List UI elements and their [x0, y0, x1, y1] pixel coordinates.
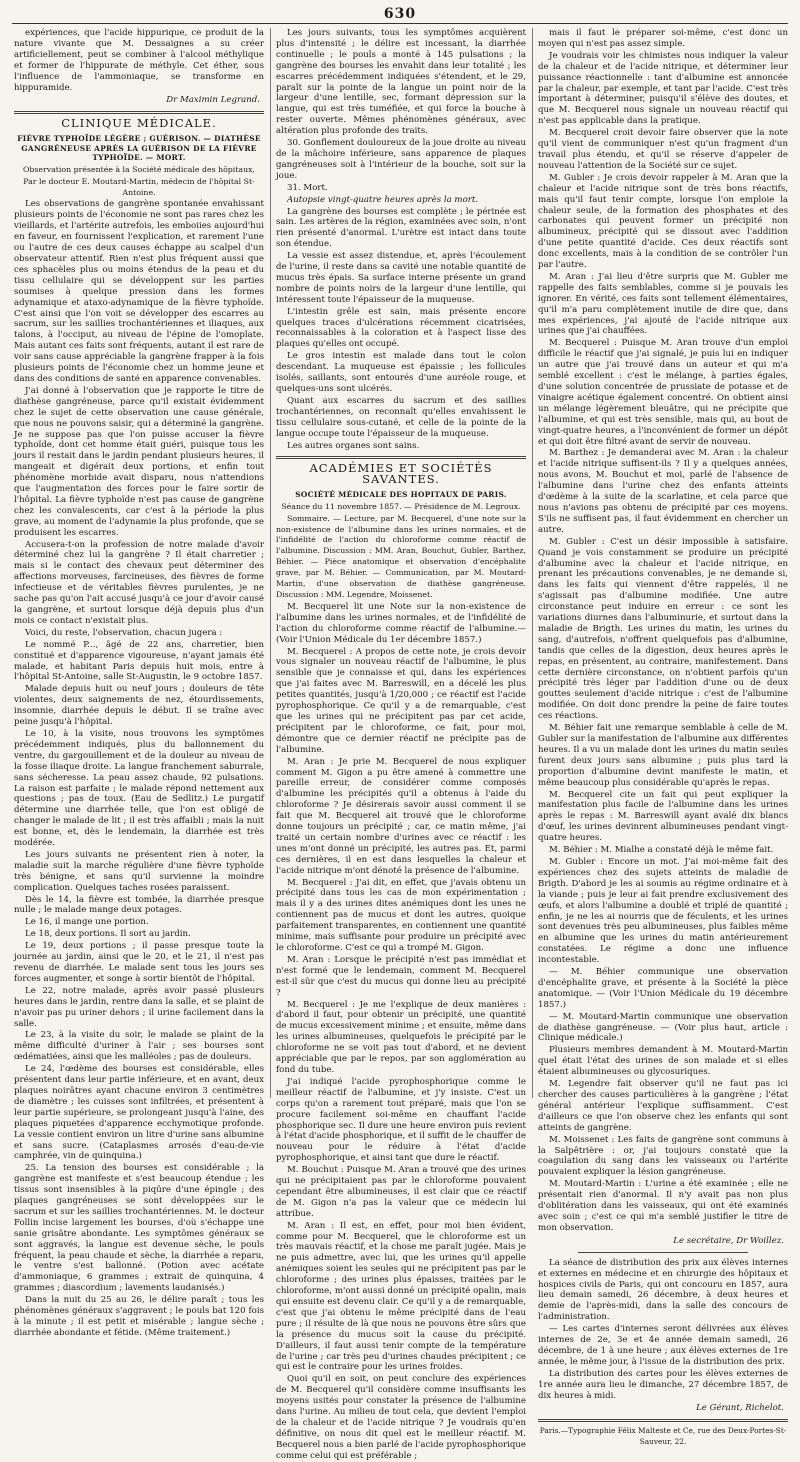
section-divider [276, 456, 526, 459]
paragraph: M. Moissenet : Les faits de gangrène sont communs à la Salpêtrière : or, j'ai toujours constaté que la coagulation du sang dans les vaisseaux ou l'artérite pouvaient expliquer la lésion gangréneuse. [538, 1134, 788, 1178]
section-title-academies: ACADÉMIES ET SOCIÉTÉS SAVANTES. [309, 461, 493, 487]
paragraph: Les jours suivants, tous les symptômes acquièrent plus d'intensité ; le délire est incessant, la diarrhée continuelle ; le pouls a monté à 145 pulsations ; la gangrène des bourses les envahit dans leur totalité ; les escarres précédemment indiquées s'étendent, et le 29, paraît sur la pointe de la langue un point noir de la largeur d'une lentille, sec, formant dépression sur la langue, qui est très tuméfiée, et qui force la bouche à rester ouverte. Mêmes phénomènes généraux, avec altération plus profonde des traits. [276, 28, 526, 137]
header-rule [12, 23, 788, 24]
paragraph: M. Legendre fait observer qu'il ne faut pas ici chercher des causes particulières à la gangrène ; l'état général antérieur l'explique suffisamment. C'est d'ailleurs ce que l'on observe chez les enfants qui sont atteints de gangrène. [538, 1079, 788, 1133]
intro-signature: Dr Maximin Legrand. [166, 95, 260, 106]
paragraph: — M. Béhier communique une observation d'encéphalite grave, et présente à la Société la pièce anatomique. — (Voir l'Union Médicale du 19 décembre 1857.) [538, 967, 788, 1010]
paragraph: M. Becquerel lit une Note sur la non-existence de l'albumine dans les urines normales, et de l'infidélité de l'action du chloroforme comme réactif de l'albumine.— (Voir l'Union Médicale du 1er décembre 1857.) [276, 601, 526, 645]
sommaire: Sommaire. — Lecture, par M. Becquerel, d'une note sur la non-existence de l'albumine dans les urines normales, et de l'infidélité de l'action du chloroforme comme réactif de l'albumine. Discussion : MM. Aran, Bouchut, Gubler, Barthez, Béhier. — Pièce anatomique et observation d'encéphalite grave, par M. Béhier. — Communication, par M. Moutard-Martin, d'une observation de diathèse gangréneuse. Discussion : MM. Legendre, Moissenet. [276, 513, 526, 599]
paragraph: Quoi qu'il en soit, on peut conclure des expériences de M. Becquerel qu'il considère comme insuffisants les moyens usités pour constater la présence de l'albumine dans l'urine. Au milieu de tout cela, que devient l'emploi de la chaleur et de l'acide nitrique ? Je voudrais qu'en définitive, on nous dit quel est le meilleur réactif. M. Becquerel nous a bien parlé de l'acide pyrophosphorique comme celui qui est préférable ; [276, 1374, 526, 1461]
footer-divider [538, 1419, 788, 1422]
paragraph: La distribution des cartes pour les élèves externes de 1re année aura lieu le dimanche, 27 décembre 1857, de dix heures à midi. [538, 1368, 788, 1401]
paragraph: La séance de distribution des prix aux élèves internes et externes en médecine et en chirurgie des hôpitaux et hospices civils de Paris, qui ont concouru en 1857, aura lieu demain samedi, 26 décembre, à deux heures et demie de l'après-midi, dans la salle des concours de l'administration. [538, 1257, 788, 1323]
paragraph: M. Becquerel : J'ai dit, en effet, que j'avais obtenu un précipité dans tous les cas de mon expérimentation ; mais il y a des urines dites anémiques dont les unes ne contiennent pas de mucus et dont les autres, quoique parfaitement transparentes, en contiennent une quantité minime, mais suffisante pour produire un précipité avec le chloroforme. C'est ce qui a trompé M. Gigon. [276, 877, 526, 953]
paragraph: M. Gubler : Je crois devoir rappeler à M. Aran que la chaleur et l'acide nitrique sont de très bons réactifs, mais qu'il faut tenir compte, lorsque l'on emploie la chaleur seule, de la formation des phosphates et des carbonates qui peuvent former un précipité non albumineux, précipité qui se dissout avec l'addition d'une petite quantité d'acide. Ces deux réactifs sont donc excellents, mais à la condition de se contrôler l'un par l'autre. [538, 172, 788, 271]
paragraph: M. Béhier fait une remarque semblable à celle de M. Gubler sur la manifestation de l'albumine aux différentes heures. Il a vu un malade dont les urines du matin seules furent deux jours sans albumine ; puis plus tard la proportion d'albumine devint manifeste le matin, et même beaucoup plus considérable qu'après le repas. [538, 723, 788, 788]
intro-paragraph: expériences, que l'acide hippurique, ce produit de la nature vivante que M. Dessaignes a su créer artificiellement, peut se combiner à l'alcool méthylique et former de l'hippurate de méthyle. Cet éther, sous l'influence de l'ammoniaque, se transforme en hippuramide. [14, 28, 264, 93]
secretary-signature: Le secrétaire, Dr Woillez. [673, 1235, 784, 1246]
paragraph: — M. Moutard-Martin communique une observation de diathèse gangréneuse. — (Voir plus haut, article : Clinique médicale.) [538, 1011, 788, 1044]
paragraph: 25. La tension des bourses est considérable ; la gangrène est manifeste et s'est beaucoup étendue ; les tissus sont insensibles à la piqûre d'une épingle ; des plaques gangréneuses se sont développées sur le sacrum et sur les saillies trochantériennes. M. le docteur Follin incise largement les bourses, d'où s'échappe une sanie grisâtre abondante. Les symptômes généraux se sont aggravés, la langue est devenue sèche, le pouls fréquent, la peau chaude et sèche, la diarrhée a reparu, le ventre s'est ballonné. (Potion avec acétate d'ammoniaque, 6 grammes ; extrait de quinquina, 4 grammes ; diascordium ; lavements laudanisés.) [14, 1163, 264, 1294]
paragraph: J'ai indiqué l'acide pyrophosphorique comme le meilleur réactif de l'albumine, et j'y insiste. C'est un corps qu'on a rarement tout préparé, mais que l'on se procure facilement soi-même en chauffant l'acide phosphorique sec. Il dure une heure environ puis revient à l'état d'acide phosphorique, et il suffit de le chauffer de nouveau pour le réduire à l'état d'acide pyrophosphorique, et ainsi tant que dure le réactif. [276, 1076, 526, 1164]
paragraph: M. Aran : Lorsque le précipité n'est pas immédiat et n'est formé que le lendemain, comment M. Becquerel est-il sûr que c'est du mucus qui donne lieu au précipité ? [276, 954, 526, 998]
paragraph: Le 16, il mange une portion. [25, 917, 149, 928]
autopsy-title: Autopsie vingt-quatre heures après la mort. [287, 194, 479, 205]
paragraph: Voici, du reste, l'observation, chacun jugera : [25, 627, 223, 638]
paragraph: M. Becquerel : A propos de cette note, je crois devoir vous signaler un nouveau réactif de l'albumine, le plus sensible que je connaisse et qui, dans les expériences que j'ai faites avec M. Barreswill, en a décelé les plus petites quantités, jusqu'à 1/20,000 ; ce réactif est l'acide pyrophosphorique. Ce qu'il y a de remarquable, c'est que les urines qui ne précipitent pas par cet acide, précipitent par le chloroforme, ce fait, pour moi, démontre que ce dernier réactif ne précipite pas de l'albumine. [276, 646, 526, 755]
gerant-signature: Le Gérant, Richelot. [696, 1403, 784, 1414]
printer-imprint: Paris.—Typographie Félix Malteste et Ce, rue des Deux-Portes-St-Sauveur, 22. [539, 1426, 787, 1447]
paragraph: M. Becquerel cite un fait qui peut expliquer la manifestation plus facile de l'albumine dans les urines après le repas : M. Barreswill ayant avalé dix blancs d'œuf, les urines devinrent albumineuses pendant vingt-quatre heures. [538, 789, 788, 844]
paragraph: M. Becquerel croit devoir faire observer que la note qu'il vient de communiquer n'est qu'un fragment d'un travail plus étendu, et qu'il se réserve d'appeler de nouveau l'attention de la Société sur ce sujet. [538, 128, 788, 171]
paragraph: Le 22, notre malade, après avoir passé plusieurs heures dans le jardin, rentre dans la salle, et se plaint de n'avoir pas pu uriner dehors ; il urine facilement dans la salle. [14, 985, 264, 1029]
paragraph: Les jours suivants ne présentent rien à noter, la maladie suit la marche régulière d'une fièvre typhoïde très bénigne, et sans qu'il survienne la moindre complication. Quelques taches rosées paraissent. [14, 849, 264, 893]
paragraph: M. Béhier : M. Mialhe a constaté déjà le même fait. [549, 845, 774, 856]
paragraph: Les observations de gangrène spontanée envahissant plusieurs points de l'économie ne sont pas rares chez les vieillards, et l'artérite autrefois, les emboiies aujourd'hui en faveur, en fournissent l'explication, et rarement l'une ou l'autre de ces deux causes échappe au scalpel d'un observateur attentif. Rien n'est plus fréquent aussi que ces sphacèles plus ou moins étendus de la peau et du tissu cellulaire qui se développent sur les parties soumises à quelque pression dans les formes adynamique et ataxo-adynamique de la fièvre typhoïde. C'est ainsi que l'on voit se développer des escarres au sacrum, sur les saillies trochantériennes et iliaques, aux talons, à l'occiput, au niveau de l'épine de l'omoplate. Mais autant ces faits sont fréquents, autant il est rare de voir sans cause appréciable la gangrène frapper à la fois plusieurs points de l'économie chez un homme jeune et dans des conditions de santé en apparence convenables. [14, 199, 264, 384]
paragraph: Malade depuis huit ou neuf jours ; douleurs de tête violentes, deux saignements de nez, étourdissements, insomnie, diarrhée depuis le début. Il se traîne avec peine jusqu'à l'hôpital. [14, 684, 264, 728]
column-divider [270, 28, 271, 1098]
paragraph: Le 24, l'œdème des bourses est considérable, elles présentent dans leur partie inférieure, et en avant, deux plaques noirâtres ayant chacune environ 3 centimètres de diamètre ; les cuisses sont infiltrées, et présentent à leur partie supérieure, se prolongeant jusqu'à l'aine, des plaques piquetées d'apparence ecchymotique profonde. La vessie contient environ un litre d'urine sans albumine et sans sucre. (Cataplasmes arrosés d'eau-de-vie camphrée, vin de quinquina.) [14, 1064, 264, 1162]
paragraph: M. Aran : Je prie M. Becquerel de nous expliquer comment M. Gigon a pu être amené à commettre une pareille erreur, de considérer comme composés d'albumine les précipités qu'il a obtenus à l'aide du chloroforme ? Je désirerais savoir aussi comment il se fait que M. Becquerel ait trouvé que le chloroforme donne toujours un précipité ; car, ce matin même, j'ai traité un certain nombre d'urines avec ce réactif : les unes m'ont donné un précipité, les autres pas. Et, parmi ces dernières, il en est dans lesquelles la chaleur et l'acide nitrique m'ont dénoté la présence de l'albumine. [276, 756, 526, 876]
column-divider [532, 28, 533, 1098]
paragraph: Le 23, à la visite du soir, le malade se plaint de la même difficulté d'uriner à l'air ; ses bourses sont œdématiées, ainsi que les malléoles ; pas de douleurs. [14, 1030, 264, 1063]
paragraph: L'intestin grêle est sain, mais présente encore quelques traces d'ulcérations récemment cicatrisées, reconnaissables à la coloration et à l'aspect lisse des plaques qu'elles ont occupé. [276, 306, 526, 350]
column-1 [14, 28, 264, 1338]
page-number: 630 [383, 6, 417, 22]
paragraph: Le 10, à la visite, nous trouvons les symptômes précédemment indiqués, plus du ballonnement du ventre, du gargouillement et de la douleur au niveau de la fosse iliaque droite. La langue franchement saburrale, sans sécheresse. La peau assez chaude, 92 pulsations. La raison est parfaite ; le malade répond nettement aux questions ; pas de toux. (Eau de Sedlitz.) Le purgatif détermine une diarrhée telle, que l'on est obligé de changer le malade de lit ; il est très affaibli ; mais la nuit est bonne, et, dès le lendemain, la diarrhée est très modérée. [14, 728, 264, 849]
paragraph: M. Becquerel : Puisque M. Aran trouve d'un emploi difficile le réactif que j'ai signalé, je puis lui en indiquer un autre que j'ai trouvé dans un auteur et qui m'a semblé excellent : c'est le mélange, à parties égales, d'une solution concentrée de prussiate de potasse et de vinaigre acétique également concentré. On obtient ainsi un mélange légèrement bleuâtre, qui ne précipite que l'albumine, et qui est très sensible, mais qui, au bout de vingt-quatre heures, a l'inconvénient de former un dépôt et qui doit être filtré avant de servir de nouveau. [538, 338, 788, 447]
section-title-clinique: CLINIQUE MÉDICALE. [61, 116, 217, 131]
paragraph: M. Gubler : Encore un mot. J'ai moi-même fait des expériences chez des sujets atteints de maladie de Brigth. D'abord je les ai soumis au régime ordinaire et à la viande ; puis je leur ai fait prendre exclusivement des œufs, et alors l'albumine a doublé et triplé de quantité ; enfin, je ne les ai nourris que de féculents, et les urines sont devenues très peu albumineuses, plus faibles même en albumine que les urines du matin antérieurement constatées. Le régime a donc une influence incontestable. [538, 856, 788, 966]
paragraph: M. Moutard-Martin : L'urine a été examinée ; elle ne présentait rien d'anormal. Il n'y avait pas non plus d'oblitération dans les vaisseaux, qui ont été examinés avec soin ; c'est ce qui m'a semblé justifier le titre de mon observation. [538, 1179, 788, 1233]
paragraph: Plusieurs membres demandent à M. Moutard-Martin quel était l'état des urines de son malade et si elles étaient albumineuses ou glycosuriques. [538, 1045, 788, 1078]
society-title: SOCIÉTÉ MÉDICALE DES HOPITAUX DE PARIS. [295, 490, 507, 500]
column-3 [538, 28, 788, 1447]
paragraph: Les autres organes sont sains. [287, 440, 420, 451]
paragraph: La gangrène des bourses est complète ; le périnée est sain. Les artères de la région, examinées avec soin, n'ont rien présenté d'anormal. L'urètre est intact dans toute son étendue. [276, 206, 526, 250]
paragraph: Dans la nuit du 25 au 26, le délire paraît ; tous les phénomènes généraux s'aggravent ; le pouls bat 120 fois à la minute ; il est petit et misérable ; langue sèche ; diarrhée abondante et fétide. (Même traitement.) [14, 1295, 264, 1338]
paragraph: Le 18, deux portions. Il sort au jardin. [25, 929, 191, 940]
seance-line: Séance du 11 novembre 1857. — Présidence de M. Legroux. [281, 501, 521, 511]
article-body [14, 199, 264, 1338]
paragraph: M. Bouchut : Puisque M. Aran a trouvé que des urines qui ne précipitaient pas par le chloroforme pouvaient cependant être albumineuses, il est clair que ce réactif de M. Gigon n'a pas la valeur que ce médecin lui attribue. [276, 1165, 526, 1219]
article-observation-note: Observation présentée à la Société médicale des hôpitaux, [23, 164, 255, 174]
paragraph: mais il faut le préparer soi-même, c'est donc un moyen qui n'est pas assez simple. [538, 28, 788, 49]
section-divider [14, 111, 264, 114]
paragraph: Le nommé P..., âgé de 22 ans, charretier, bien constitué et d'apparence vigoureuse, n'ayant jamais été malade, et habitant Paris depuis huit mois, entre à l'hôpital St-Antoine, salle St-Augustin, le 9 octobre 1857. [14, 639, 264, 683]
paragraph: Quant aux escarres du sacrum et des saillies trochantériennes, on reconnaît qu'elles envahissent le tissu cellulaire sous-cutané, et celle de la pointe de la langue occupe toute l'épaisseur de la muqueuse. [276, 395, 526, 439]
column-2 [276, 28, 526, 1461]
paragraph: La vessie est assez distendue, et, après l'écoulement de l'urine, il reste dans sa cavité une notable quantité de mucus très épais. Sa surface interne présente un grand nombre de points noirs de la largeur d'une lentille, qui intéressent toute l'épaisseur de la muqueuse. [276, 251, 526, 305]
paragraph: — Les cartes d'internes seront délivrées aux élèves internes de 2e, 3e et 4e année demain samedi, 26 décembre, de 1 à une heure ; aux élèves externes de 1re année, le même jour, à l'issue de la distribution des prix. [538, 1324, 788, 1367]
paragraph: J'ai donné à l'observation que je rapporte le titre de diathèse gangréneuse, parce qu'il existait évidemment chez le sujet de cette observation une cause générale, que nous ne pouvons saisir, qui a déterminé la gangrène. Je ne suppose pas que l'on puisse accuser la fièvre typhoïde, dont cet homme était guéri, puisque tous les jours il restait dans le jardin pendant plusieurs heures, il mangeait et digérait deux portions, et enfin tout phénomène morbide avait disparu, nous n'attendions que l'augmentation des forces pour le faire sortir de l'hôpital. La fièvre typhoïde n'est pas cause de gangrène chez les convalescents, car c'est à la période la plus grave, au moment de l'adynamie la plus profonde, que se produisent les escarres. [14, 385, 264, 538]
paragraph: 31. Mort. [287, 182, 328, 193]
paragraph: M. Becquerel : Je me l'explique de deux manières : d'abord il faut, pour obtenir un précipité, une quantité de mucus excessivement minime ; et ensuite, même dans les urines albumineuses, quelquefois le précipité par le chloroforme ne se voit pas tout d'abord, et ne devient appréciable que par le repos, par son agglomération au fond du tube. [276, 999, 526, 1075]
paragraph: Le gros intestin est malade dans tout le colon descendant. La muqueuse est épaissie ; les follicules isolés, saillants, sont entourés d'une auréole rouge, et quelques-uns sont ulcérés. [276, 351, 526, 394]
paragraph: M. Barthez : Je demanderai avec M. Aran : la chaleur et l'acide nitrique suffisent-ils ? Il y a quelques années, nous avons, M. Bouchut et moi, parlé de l'absence de l'albumine dans l'urine chez des enfants atteints d'œdème à la suite de la scarlatine, et cela parce que nous n'avions pas obtenu de précipité par ces moyens. S'ils ne suffisent pas, il faut évidemment en chercher un autre. [538, 448, 788, 535]
paragraph: M. Aran : J'ai lieu d'être surpris que M. Gubler me rappelle des faits semblables, comme si je pouvais les ignorer. En vérité, ces faits sont tellement élémentaires, qu'il m'a paru complètement inutile de dire que, dans mes expériences, j'ai ajouté de l'acide nitrique aux urines que j'ai chauffées. [538, 271, 788, 337]
paragraph: Je voudrais voir les chimistes nous indiquer la valeur de la chaleur et de l'acide nitrique, et déterminer leur puissance réactionnelle : tant d'albumine est annoncée par la chaleur, par exemple, et tant par l'acide. C'est très important à déterminer, puisqu'il s'élève des doutes, et que M. Becquerel nous signale un nouveau réactif qui n'est pas applicable dans la pratique. [538, 50, 788, 127]
paragraph: M. Aran : Il est, en effet, pour moi bien évident, comme pour M. Becquerel, que le chloroforme est un très mauvais réactif, et la chose me paraît jugée. Mais je ne puis admettre, avec lui, que les urines qu'il appelle anémiques soient les seules qui ne précipitent pas par le chloroforme ; des urines plus épaisses, traitées par le chloroforme, m'ont aussi donné un précipité opalin, mais qui ensuite est devenu clair. Ce qu'il y a de remarquable, c'est que j'ai obtenu le même précipité dans de l'eau pure ; il résulte de là que nous ne pouvons être sûrs que la présence du mucus soit la cause du précipité. D'ailleurs, il faut aussi tenir compte de la température de l'urine ; car très peu d'urines chaudes précipitent ; ce qui est le contraire pour les urines froides. [276, 1220, 526, 1373]
article-heading: FIÈVRE TYPHOÏDE LÉGÈRE ; GUÉRISON. — DIATHÈSE GANGRÉNEUSE APRÈS LA GUÉRISON DE LA FIÈVRE TYPHOÏDE. — MORT. [17, 134, 261, 163]
paragraph: 30. Gonflement douloureux de la joue droite au niveau de la mâchoire inférieure, sans apparence de plaques gangréneuses soit à l'intérieur de la bouche, soit sur la joue. [276, 138, 526, 181]
paragraph: Dès le 14, la fièvre est tombée, la diarrhée presque nulle ; le malade mange deux potages. [14, 894, 264, 916]
article-author: Par le docteur E. Moutard-Martin, médecin de l'hôpital St-Antoine. [23, 176, 255, 197]
section-divider [578, 1252, 748, 1253]
paragraph: M. Gubler : C'est un désir impossible à satisfaire. Quand je vois constamment se produire un précipité d'albumine avec la chaleur et l'acide nitrique, en prenant les précautions convenables, je ne demande si, dans les faits qui viennent d'être rappelés, il ne s'agissait pas d'albumine modifiée. Une autre circonstance peut induire en erreur : ce sont les variations diurnes dans l'albuminurie, et surtout dans la maladie de Brigth. Les urines du matin, les urines du sang, d'autrefois, n'offrent quelquefois pas d'albumine, tandis que celles de la digestion, deux heures après le repas, en présentent, au contraire, manifestement. Dans cette dernière circonstance, on n'obtient parfois qu'un précipité très léger par l'addition d'une ou de deux gouttes seulement d'acide nitrique : c'est de l'albumine modifiée. On doit donc prendre la peine de faire toutes ces réactions. [538, 536, 788, 722]
paragraph: Accusera-t-on la profession de notre malade d'avoir déterminé chez lui la gangrène ? Il était charretier ; mais si le contact des chevaux peut déterminer des affections morveuses, farcineuses, des fièvres de forme infectieuse et de véritables fièvres purulentes, je ne sache pas qu'on l'ait accusé jusqu'à ce jour d'avoir causé la gangrène, et surtout lorsque déjà depuis plus d'un mois ce contact n'existait plus. [14, 539, 264, 626]
paragraph: Le 19, deux portions ; il passe presque toute la journée au jardin, ainsi que le 20, et le 21, il n'est pas revenu de diarrhée. Le malade sent tous les jours ses forces augmenter, et songe à sortir bientôt de l'hôpital. [14, 941, 264, 984]
